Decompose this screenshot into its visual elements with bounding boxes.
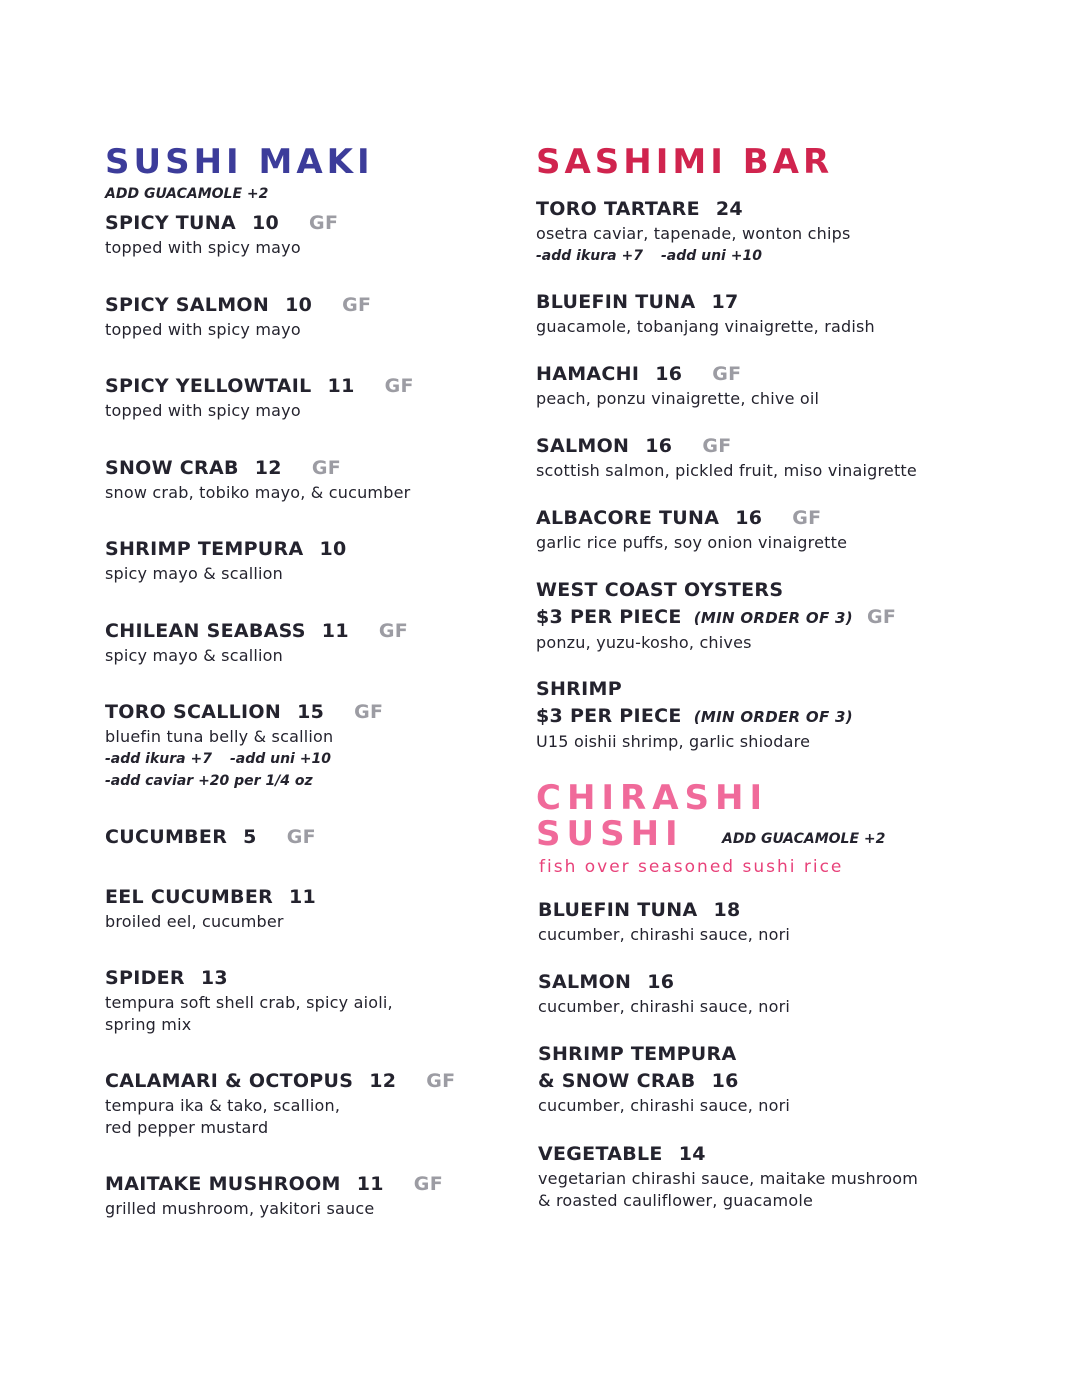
item-price: 18 — [713, 899, 741, 921]
item-description: vegetarian chirashi sauce, maitake mushroom — [538, 1169, 919, 1188]
item-price: 16 — [735, 507, 763, 529]
item-description: snow crab, tobiko mayo, & cucumber — [105, 483, 411, 502]
item-name: SALMON — [536, 435, 630, 457]
item-price: 5 — [243, 826, 257, 848]
gf-badge: GF — [792, 507, 822, 529]
item-description: topped with spicy mayo — [105, 401, 301, 420]
addon: -add uni +10 — [229, 751, 331, 767]
item-description: spring mix — [105, 1015, 192, 1034]
item-description: spicy mayo & scallion — [105, 646, 283, 665]
item-name: BLUEFIN TUNA — [536, 291, 696, 313]
item-price: 12 — [369, 1070, 397, 1092]
item-description: spicy mayo & scallion — [105, 564, 283, 583]
item-price: 15 — [297, 701, 325, 723]
item-price: 16 — [645, 435, 673, 457]
item-price: 17 — [711, 291, 739, 313]
item-description: topped with spicy mayo — [105, 320, 301, 339]
item-description: peach, ponzu vinaigrette, chive oil — [536, 389, 820, 408]
chirashi-subtitle: fish over seasoned sushi rice — [539, 857, 844, 877]
menu-item — [105, 292, 525, 341]
addon: -add uni +10 — [660, 248, 762, 264]
menu-item — [536, 433, 1056, 482]
item-price: 11 — [289, 886, 317, 908]
item-name: SPICY TUNA — [105, 212, 236, 234]
item-name: SHRIMP TEMPURA — [105, 538, 304, 560]
menu-item — [105, 965, 525, 1036]
menu-item — [105, 618, 525, 667]
item-price: 14 — [678, 1143, 706, 1165]
gf-badge: GF — [426, 1070, 456, 1092]
gf-badge: GF — [413, 1173, 443, 1195]
item-name: TORO SCALLION — [105, 701, 282, 723]
item-name: CUCUMBER — [105, 826, 228, 848]
gf-badge: GF — [378, 620, 409, 642]
menu-item — [105, 824, 525, 851]
item-name: TORO TARTARE — [536, 198, 700, 220]
item-addons — [105, 748, 525, 770]
item-price-line: $3 PER PIECE — [536, 606, 682, 628]
menu-item — [105, 1068, 525, 1139]
item-description: cucumber, chirashi sauce, nori — [538, 997, 791, 1016]
item-description: osetra caviar, tapenade, wonton chips — [536, 224, 851, 243]
menu-item — [536, 505, 1056, 554]
menu-item — [105, 699, 525, 792]
item-description: bluefin tuna belly & scallion — [105, 727, 334, 746]
item-name: VEGETABLE — [538, 1143, 663, 1165]
item-description: topped with spicy mayo — [105, 238, 301, 257]
item-price: 16 — [711, 1070, 739, 1092]
item-name: SALMON — [538, 971, 632, 993]
gf-badge: GF — [384, 375, 414, 397]
item-description: U15 oishii shrimp, garlic shiodare — [536, 732, 811, 751]
item-price: 10 — [285, 294, 313, 316]
menu-item — [105, 536, 525, 585]
min-order: (MIN ORDER OF 3) — [693, 609, 853, 627]
addon: -add caviar +20 per 1/4 oz — [105, 773, 313, 789]
item-price: 10 — [252, 212, 280, 234]
sashimi-bar-title: SASHIMI BAR — [536, 142, 834, 182]
item-name: HAMACHI — [536, 363, 640, 385]
menu-item — [105, 1171, 525, 1220]
gf-badge: GF — [354, 701, 384, 723]
item-name: CALAMARI & OCTOPUS — [105, 1070, 354, 1092]
item-name: SPIDER — [105, 967, 185, 989]
menu-item — [538, 969, 1058, 1018]
item-addons — [105, 770, 525, 792]
menu-item — [536, 676, 1056, 753]
item-price: 12 — [254, 457, 282, 479]
item-name: SHRIMP — [536, 678, 622, 700]
item-description: & roasted cauliflower, guacamole — [538, 1191, 814, 1210]
item-description: red pepper mustard — [105, 1118, 269, 1137]
chirashi-title-line2: SUSHI — [536, 814, 684, 854]
item-name: EEL CUCUMBER — [105, 886, 274, 908]
gf-badge: GF — [702, 435, 732, 457]
item-description: guacamole, tobanjang vinaigrette, radish — [536, 317, 875, 336]
item-name: SNOW CRAB — [105, 457, 239, 479]
menu-item — [536, 361, 1056, 410]
chirashi-note: ADD GUACAMOLE +2 — [722, 831, 886, 847]
item-description: cucumber, chirashi sauce, nori — [538, 1096, 791, 1115]
menu-item — [536, 577, 1056, 654]
item-name: WEST COAST OYSTERS — [536, 579, 784, 601]
item-price-line: $3 PER PIECE — [536, 705, 682, 727]
item-price: 11 — [327, 375, 355, 397]
item-description: cucumber, chirashi sauce, nori — [538, 925, 791, 944]
item-name: CHILEAN SEABASS — [105, 620, 306, 642]
menu-item — [105, 210, 525, 259]
item-description: scottish salmon, pickled fruit, miso vinaigrette — [536, 461, 917, 480]
sushi-maki-title: SUSHI MAKI — [105, 142, 374, 182]
gf-badge: GF — [309, 212, 339, 234]
item-description: tempura ika & tako, scallion, — [105, 1096, 341, 1115]
menu-item — [538, 1141, 1058, 1212]
menu-item — [538, 897, 1058, 946]
item-price: 11 — [321, 620, 349, 642]
item-name: BLUEFIN TUNA — [538, 899, 698, 921]
menu-item — [538, 1041, 1058, 1117]
addon: -add ikura +7 — [105, 751, 212, 767]
menu-item — [536, 196, 1056, 267]
item-name: ALBACORE TUNA — [536, 507, 720, 529]
item-price: 16 — [647, 971, 675, 993]
gf-badge: GF — [342, 294, 372, 316]
item-name: SPICY SALMON — [105, 294, 270, 316]
menu-item — [105, 455, 525, 504]
item-name: SPICY YELLOWTAIL — [105, 375, 312, 397]
item-description: garlic rice puffs, soy onion vinaigrette — [536, 533, 848, 552]
item-price: 13 — [200, 967, 228, 989]
sushi-maki-note: ADD GUACAMOLE +2 — [105, 186, 269, 202]
min-order: (MIN ORDER OF 3) — [693, 708, 853, 726]
item-description: grilled mushroom, yakitori sauce — [105, 1199, 375, 1218]
item-price: 10 — [319, 538, 347, 560]
item-price: 11 — [356, 1173, 384, 1195]
menu-item — [105, 373, 525, 422]
chirashi-title-line1: CHIRASHI — [536, 778, 769, 818]
gf-badge: GF — [712, 363, 742, 385]
item-name-line2: & SNOW CRAB — [538, 1070, 696, 1092]
item-price: 24 — [715, 198, 743, 220]
gf-badge: GF — [311, 457, 342, 479]
gf-badge: GF — [866, 606, 897, 628]
item-name: MAITAKE MUSHROOM — [105, 1173, 341, 1195]
item-description: ponzu, yuzu-kosho, chives — [536, 633, 752, 652]
gf-badge: GF — [286, 826, 316, 848]
addon: -add ikura +7 — [536, 248, 643, 264]
item-addons — [536, 245, 1056, 267]
item-price: 16 — [655, 363, 683, 385]
item-description: broiled eel, cucumber — [105, 912, 284, 931]
menu-item — [105, 884, 525, 933]
item-description: tempura soft shell crab, spicy aioli, — [105, 993, 393, 1012]
menu-item — [536, 289, 1056, 338]
item-name: SHRIMP TEMPURA — [538, 1043, 737, 1065]
